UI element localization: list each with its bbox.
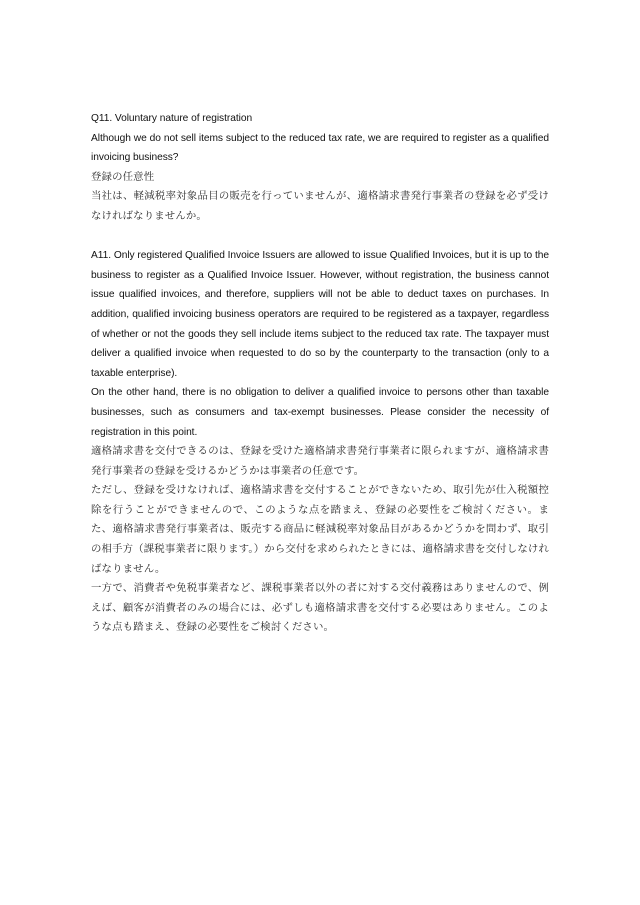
paragraph-spacer bbox=[91, 227, 549, 247]
document-page bbox=[91, 109, 549, 638]
answer-paragraph-ja-3: 一方で、消費者や免税事業者など、課税事業者以外の者に対する交付義務はありませんので、例えば、顧客が消費者のみの場合には、必ずしも適格請求書を交付する必要はありません。このような点も踏まえ、登録の必要性をご検討ください。 bbox=[91, 582, 549, 634]
answer-paragraph-en-1: A11. Only registered Qualified Invoice Issuers are allowed to issue Qualified Invoices, but it is up to the business to register as a Qualified Invoice Issuer. However, without registration, the business cannot issue qualified invoices, and therefore, suppliers will not be able to deduct taxes on purchases. In addition, qualified invoicing business operators are required to be registered as a taxpayer, regardless of whether or not the goods they sell include items subject to the reduced tax rate. The taxpayer must deliver a qualified invoice when requested to do so by the counterparty to the transaction (only to a taxable enterprise). bbox=[91, 250, 549, 379]
answer-paragraph-ja-1: 適格請求書を交付できるのは、登録を受けた適格請求書発行事業者に限られますが、適格請求書発行事業者の登録を受けるかどうかは事業者の任意です。 bbox=[91, 445, 549, 477]
question-title: Q11. Voluntary nature of registration bbox=[91, 113, 253, 124]
question-title-ja: 登録の任意性 bbox=[91, 170, 155, 183]
question-text-en: Although we do not sell items subject to the reduced tax rate, we are required to register as a qualified invoicing business? bbox=[91, 132, 549, 164]
answer-paragraph-en-2: On the other hand, there is no obligation to deliver a qualified invoice to persons other than taxable businesses, such as consumers and tax-exempt businesses. Please consider the necessity of registration in this point. bbox=[91, 387, 549, 438]
question-text-ja: 当社は、軽減税率対象品目の販売を行っていませんが、適格請求書発行事業者の登録を必ず受けなければなりませんか。 bbox=[91, 190, 549, 222]
answer-paragraph-ja-2: ただし、登録を受けなければ、適格請求書を交付することができないため、取引先が仕入税額控除を行うことができませんので、このような点を踏まえ、登録の必要性をご検討ください。また、適格請求書発行事業者は、販売する商品に軽減税率対象品目があるかどうかを問わず、取引の相手方（課税事業者に限ります。）から交付を求められたときには、適格請求書を交付しなければなりません。 bbox=[91, 484, 549, 575]
